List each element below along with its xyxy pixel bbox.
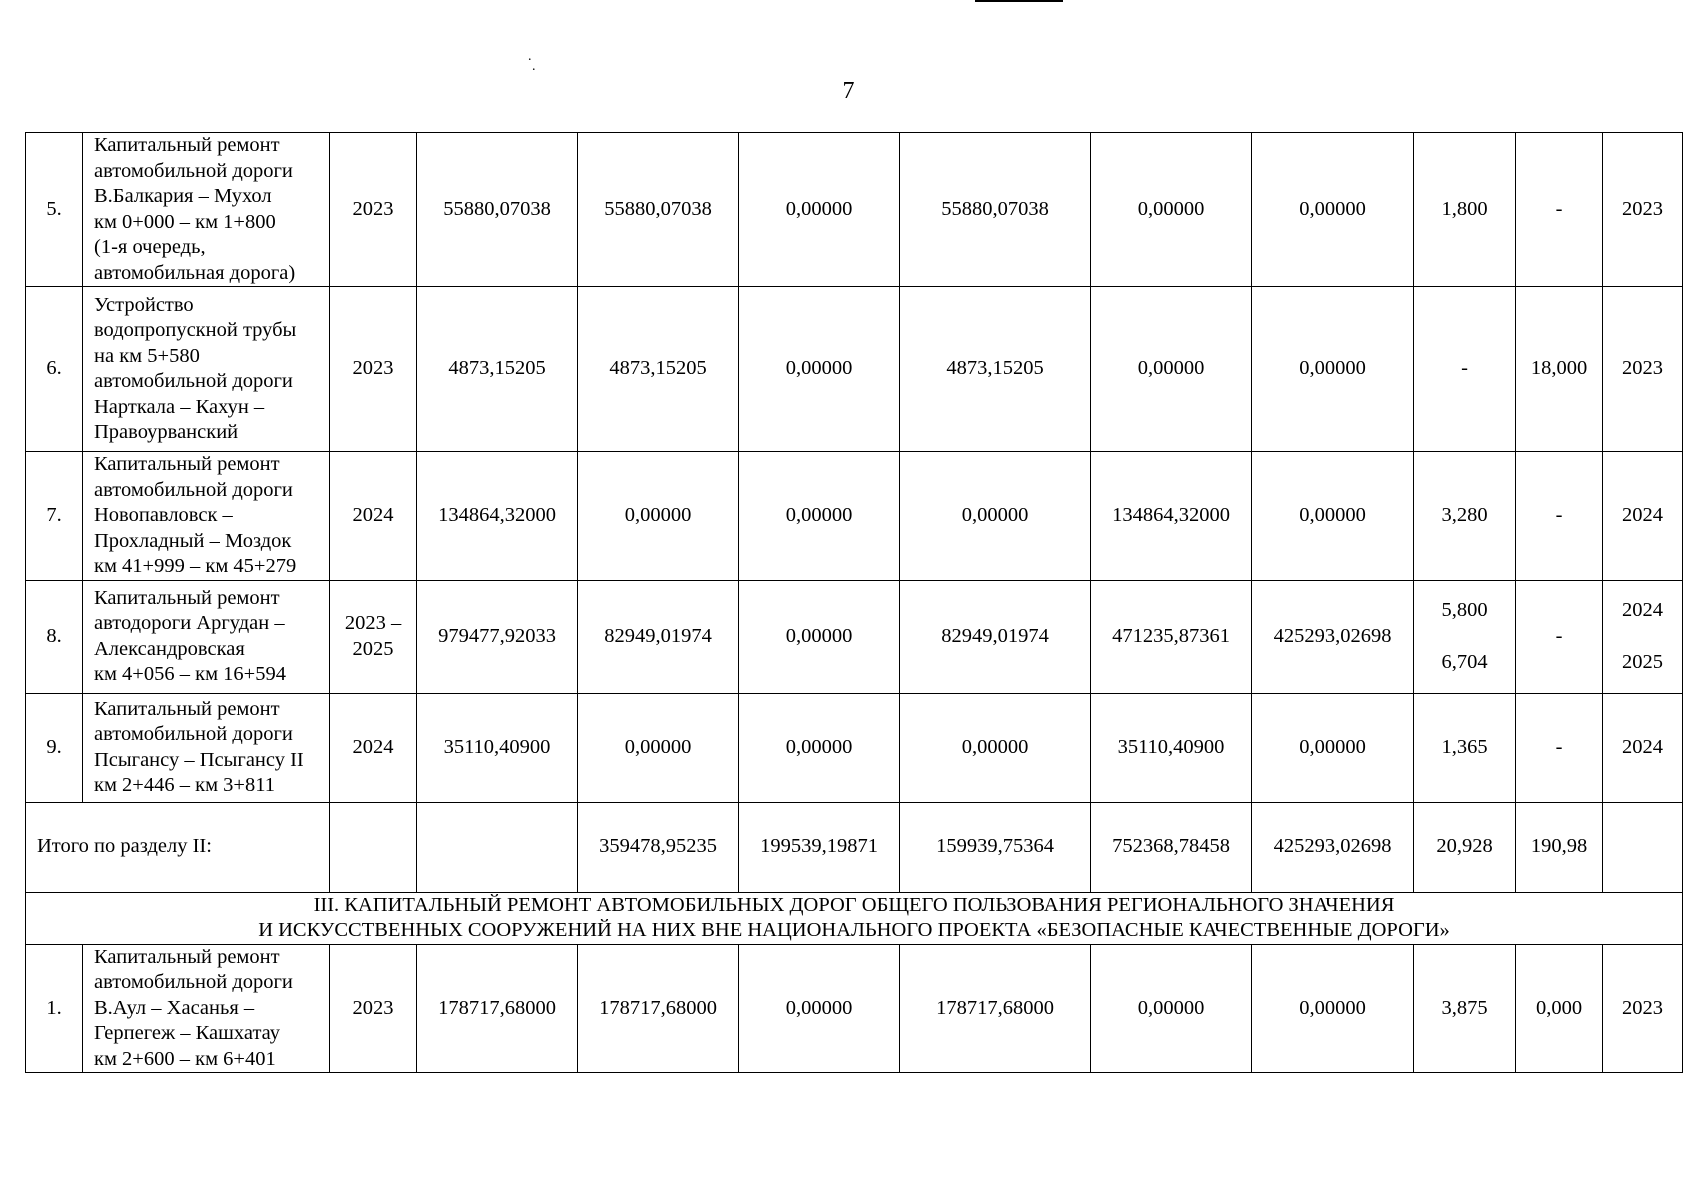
object-name-line: Капитальный ремонт — [94, 453, 280, 475]
rows-section-2 — [26, 133, 1683, 803]
total-c4: 159939,75364 — [900, 802, 1091, 892]
amount-c4: 0,00000 — [900, 452, 1091, 581]
object-name-line: км 41+999 – км 45+279 — [94, 555, 297, 577]
row-number: 5. — [26, 133, 83, 287]
done-year: 2023 — [1622, 357, 1663, 380]
length-cell — [1414, 944, 1516, 1073]
length-value: - — [1461, 357, 1468, 380]
length-cell — [1414, 452, 1516, 581]
table-row — [26, 287, 1683, 452]
scan-speck: . — [532, 59, 536, 74]
year-line: 2025 — [352, 637, 394, 660]
rows-section-3 — [26, 944, 1683, 1073]
done-year: 2024 — [1622, 735, 1663, 758]
row-number: 9. — [26, 693, 83, 802]
section-3-line-1: III. КАПИТАЛЬНЫЙ РЕМОНТ АВТОМОБИЛЬНЫХ ДОРОГ ОБЩЕГО ПОЛЬЗОВАНИЯ РЕГИОНАЛЬНОГО ЗНАЧЕНИЯ — [313, 894, 1395, 916]
amount-c5: 134864,32000 — [1091, 452, 1252, 581]
length-2-cell: - — [1516, 452, 1603, 581]
length-cell — [1414, 133, 1516, 287]
table-row — [26, 944, 1683, 1073]
length-value: 1,800 — [1441, 197, 1488, 220]
object-name-line: Нарткала – Кахун – — [94, 395, 265, 418]
header-mark — [975, 0, 1063, 5]
total-c5: 752368,78458 — [1091, 802, 1252, 892]
object-name-line: автомобильной дороги — [94, 370, 293, 392]
object-name-line: км 0+000 – км 1+800 — [94, 210, 276, 233]
amount-c6: 425293,02698 — [1252, 580, 1414, 693]
year-line: 2023 — [352, 197, 394, 220]
amount-c1: 134864,32000 — [417, 452, 578, 581]
amount-c2: 55880,07038 — [578, 133, 739, 287]
total-c1 — [417, 802, 578, 892]
amount-c2: 178717,68000 — [578, 944, 739, 1073]
amount-c6: 0,00000 — [1252, 452, 1414, 581]
year-line: 2024 — [352, 735, 394, 758]
length-value: 5,800 — [1441, 599, 1488, 621]
object-name-line: автомобильной дороги — [94, 723, 293, 745]
object-name-line: Новопавловск – — [94, 504, 233, 526]
table-row — [26, 693, 1683, 802]
total-c3: 199539,19871 — [739, 802, 900, 892]
object-name — [83, 580, 330, 693]
amount-c3: 0,00000 — [739, 693, 900, 802]
object-name-line: Капитальный ремонт — [94, 697, 280, 720]
object-name-line: Псыгансу – Псыгансу II — [94, 748, 304, 771]
object-name-line: на км 5+580 — [94, 344, 200, 367]
year-line: 2023 — [352, 357, 394, 380]
section-3-line-2: И ИСКУССТВЕННЫХ СООРУЖЕНИЙ НА НИХ ВНЕ НАЦИОНАЛЬНОГО ПРОЕКТА «БЕЗОПАСНЫЕ КАЧЕСТВЕННЫЕ ДОРОГИ» — [258, 919, 1450, 941]
total-row — [26, 802, 1683, 892]
done-year-cell — [1603, 944, 1683, 1073]
length-2-cell: 0,000 — [1516, 944, 1603, 1073]
length-cell — [1414, 287, 1516, 452]
scan-speck: . — [528, 49, 532, 64]
length-value: 3,280 — [1441, 504, 1488, 526]
object-name-line: автодороги Аргудан – — [94, 612, 285, 634]
amount-c4: 0,00000 — [900, 693, 1091, 802]
length-value: 1,365 — [1441, 735, 1488, 758]
row-number: 1. — [26, 944, 83, 1073]
page-number: 7 — [842, 78, 855, 104]
section-3-heading — [26, 892, 1683, 944]
object-name-line: автомобильной дороги — [94, 478, 293, 501]
amount-c2: 4873,15205 — [578, 287, 739, 452]
done-year-cell — [1603, 133, 1683, 287]
object-name — [83, 944, 330, 1073]
table-row — [26, 452, 1683, 581]
year-cell — [330, 133, 417, 287]
object-name-line: Устройство — [94, 293, 194, 316]
amount-c6: 0,00000 — [1252, 944, 1414, 1073]
year-line: 2024 — [352, 504, 394, 526]
object-name-line: автомобильная дорога) — [94, 261, 296, 284]
amount-c2: 82949,01974 — [578, 580, 739, 693]
object-name-line: Капитальный ремонт — [94, 945, 280, 968]
length-value: 3,875 — [1441, 996, 1488, 1019]
object-name — [83, 133, 330, 287]
object-name-line: Прохладный – Моздок — [94, 529, 292, 552]
year-cell — [330, 580, 417, 693]
year-cell — [330, 452, 417, 581]
object-name-line: автомобильной дороги — [94, 159, 293, 182]
object-name-line: км 2+446 – км 3+811 — [94, 774, 275, 796]
amount-c4: 82949,01974 — [900, 580, 1091, 693]
total-length-2: 190,98 — [1516, 802, 1603, 892]
object-name-line: автомобильной дороги — [94, 971, 293, 993]
done-year-cell — [1603, 580, 1683, 693]
length-2-cell: - — [1516, 580, 1603, 693]
object-name-line: В.Аул – Хасанья – — [94, 996, 255, 1019]
done-year: 2024 — [1622, 504, 1663, 526]
object-name-line: Герпегеж – Кашхатау — [94, 1022, 280, 1044]
amount-c2: 0,00000 — [578, 693, 739, 802]
amount-c2: 0,00000 — [578, 452, 739, 581]
length-2-cell: - — [1516, 133, 1603, 287]
year-cell — [330, 944, 417, 1073]
done-year: 2023 — [1622, 197, 1663, 220]
amount-c6: 0,00000 — [1252, 693, 1414, 802]
amount-c1: 55880,07038 — [417, 133, 578, 287]
row-number: 6. — [26, 287, 83, 452]
total-label: Итого по разделу II: — [26, 802, 330, 892]
total-c2: 359478,95235 — [578, 802, 739, 892]
amount-c5: 35110,40900 — [1091, 693, 1252, 802]
object-name-line: Правоурванский — [94, 421, 239, 443]
done-year-cell — [1603, 693, 1683, 802]
amount-c5: 0,00000 — [1091, 944, 1252, 1073]
row-number: 7. — [26, 452, 83, 581]
object-name — [83, 287, 330, 452]
length-cell — [1414, 580, 1516, 693]
amount-c1: 979477,92033 — [417, 580, 578, 693]
amount-c6: 0,00000 — [1252, 133, 1414, 287]
object-name-line: Капитальный ремонт — [94, 134, 280, 156]
table-row — [26, 133, 1683, 287]
length-2-cell: - — [1516, 693, 1603, 802]
amount-c6: 0,00000 — [1252, 287, 1414, 452]
done-year: 2023 — [1622, 996, 1663, 1019]
done-year: 2024 — [1622, 599, 1663, 621]
row-number: 8. — [26, 580, 83, 693]
amount-c5: 0,00000 — [1091, 133, 1252, 287]
total-length: 20,928 — [1414, 802, 1516, 892]
total-c6: 425293,02698 — [1252, 802, 1414, 892]
amount-c3: 0,00000 — [739, 287, 900, 452]
length-cell — [1414, 693, 1516, 802]
amount-c4: 178717,68000 — [900, 944, 1091, 1073]
table-row — [26, 580, 1683, 693]
amount-c4: 4873,15205 — [900, 287, 1091, 452]
length-value: 6,704 — [1441, 650, 1488, 673]
done-year-cell — [1603, 452, 1683, 581]
done-year-cell — [1603, 287, 1683, 452]
object-name-line: Александровская — [94, 637, 245, 660]
object-name-line: В.Балкария – Мухол — [94, 185, 272, 207]
total-section-2 — [26, 802, 1683, 944]
year-cell — [330, 693, 417, 802]
amount-c4: 55880,07038 — [900, 133, 1091, 287]
year-cell — [330, 287, 417, 452]
amount-c3: 0,00000 — [739, 452, 900, 581]
total-done — [1603, 802, 1683, 892]
year-line: 2023 — [352, 996, 394, 1019]
object-name-line: (1-я очередь, — [94, 236, 206, 258]
object-name-line: км 2+600 – км 6+401 — [94, 1047, 276, 1070]
object-name-line: км 4+056 – км 16+594 — [94, 663, 286, 685]
data-table — [25, 132, 1683, 1073]
amount-c3: 0,00000 — [739, 944, 900, 1073]
total-year — [330, 802, 417, 892]
done-year: 2025 — [1622, 650, 1663, 673]
year-line: 2023 – — [344, 612, 402, 634]
amount-c3: 0,00000 — [739, 580, 900, 693]
amount-c1: 4873,15205 — [417, 287, 578, 452]
object-name — [83, 452, 330, 581]
amount-c5: 0,00000 — [1091, 287, 1252, 452]
amount-c5: 471235,87361 — [1091, 580, 1252, 693]
amount-c1: 35110,40900 — [417, 693, 578, 802]
object-name — [83, 693, 330, 802]
amount-c1: 178717,68000 — [417, 944, 578, 1073]
length-2-cell: 18,000 — [1516, 287, 1603, 452]
amount-c3: 0,00000 — [739, 133, 900, 287]
object-name-line: Капитальный ремонт — [94, 586, 280, 609]
section-header-row — [26, 892, 1683, 944]
object-name-line: водопропускной трубы — [94, 319, 297, 341]
